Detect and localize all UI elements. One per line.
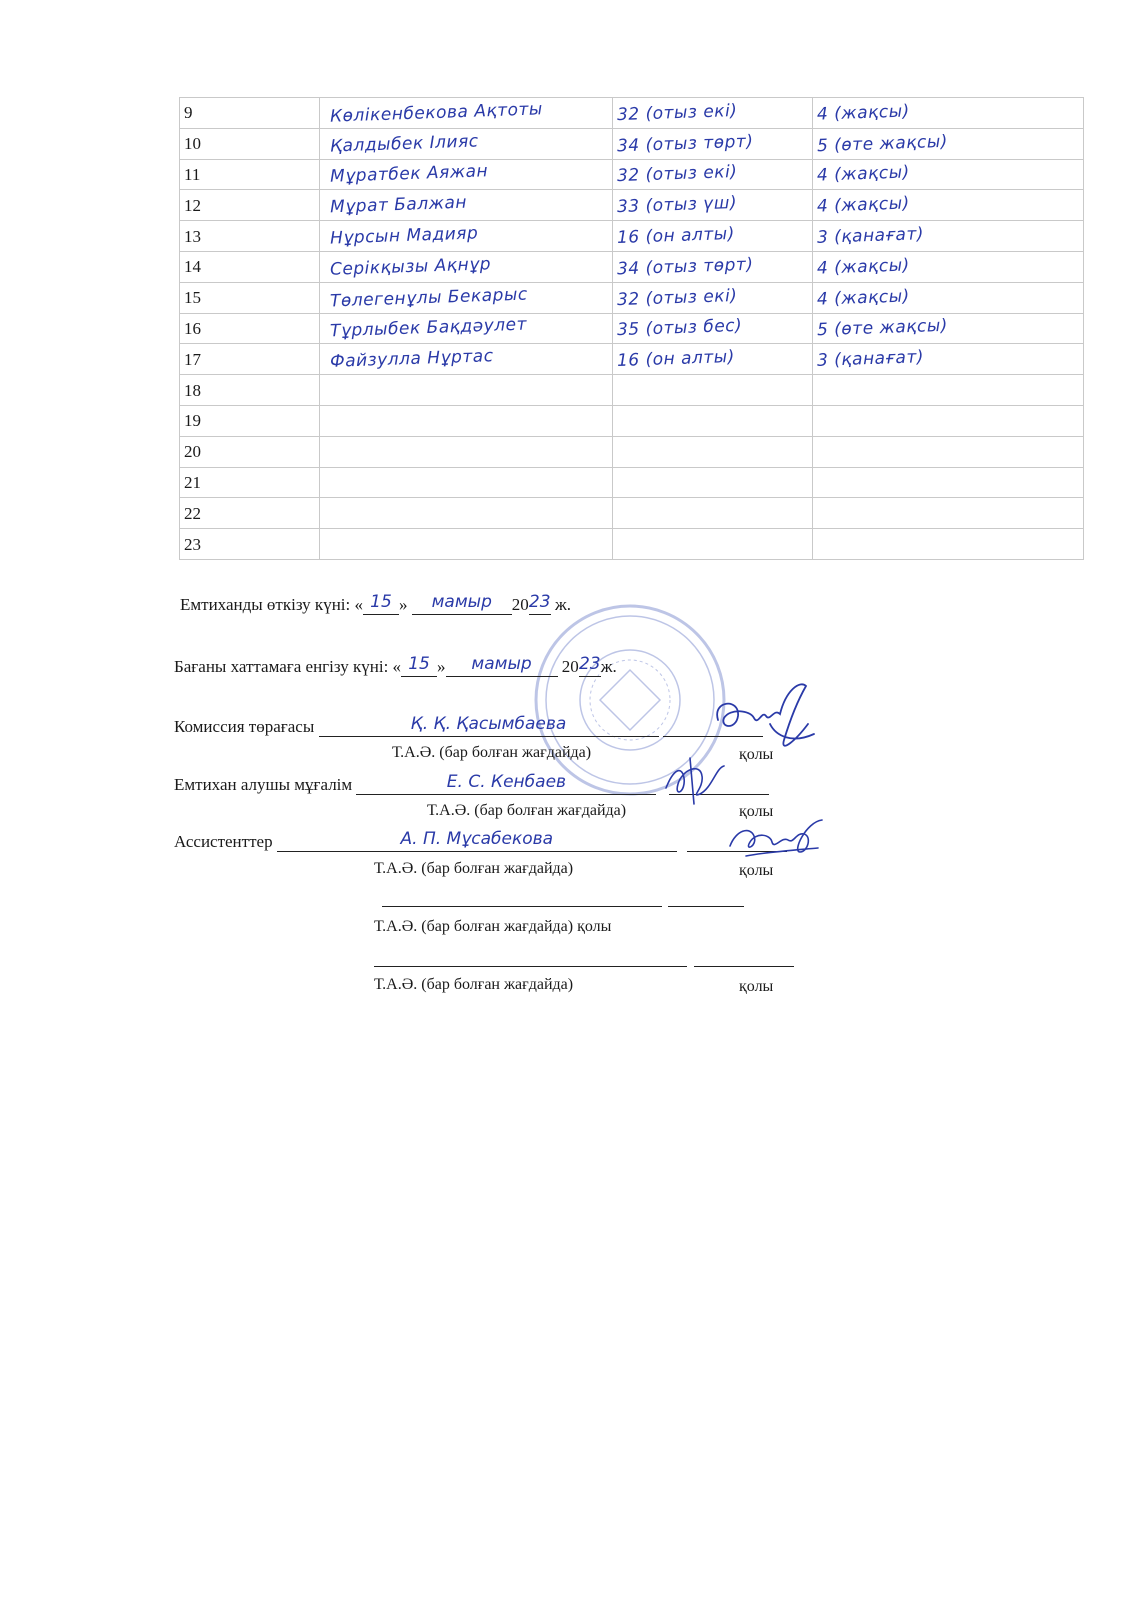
student-name-cell-text: Төлегенұлы Бекарыс (329, 284, 529, 312)
row-number-cell-text: 18 (184, 380, 201, 400)
score-cell (613, 405, 813, 436)
row-number-cell-text: 23 (184, 534, 201, 554)
entry-date-year-field (579, 654, 601, 677)
table-row (180, 251, 1084, 282)
row-number-cell (180, 282, 320, 313)
student-name-cell (320, 190, 613, 221)
assistant-3-name-line (374, 966, 687, 967)
examiner-caption-name: Т.А.Ә. (бар болған жағдайда) (427, 802, 627, 819)
entry-date-month-field (446, 654, 558, 677)
student-name-cell (320, 128, 613, 159)
commission-chair-line (174, 714, 763, 737)
grade-cell-text: 4 (жақсы) (816, 162, 911, 187)
table-row (180, 98, 1084, 129)
score-cell (613, 529, 813, 560)
row-number-cell-text: 16 (184, 318, 201, 338)
assistants-caption-sign: қолы (739, 862, 774, 879)
grade-cell-text: 5 (өте жақсы) (816, 316, 949, 341)
student-name-cell-text: Тұрлыбек Бақдәулет (329, 315, 528, 342)
score-cell (613, 251, 813, 282)
table-row (180, 375, 1084, 406)
student-name-cell-text: Файзулла Нұртас (329, 346, 494, 373)
score-cell (613, 344, 813, 375)
score-cell-text: 34 (отыз төрт) (616, 131, 754, 157)
assistant-2-name-line (382, 906, 662, 907)
row-number-cell-text: 11 (184, 164, 201, 184)
student-name-cell-text: Мұратбек Аяжан (329, 161, 489, 188)
student-name-cell (320, 498, 613, 529)
grade-cell-text: 3 (қанағат) (816, 224, 925, 248)
row-number-cell (180, 529, 320, 560)
row-number-cell-text: 19 (184, 411, 201, 431)
assistant-3-caption-name: Т.А.Ә. (бар болған жағдайда) (374, 976, 574, 993)
student-name-cell-text: Серікқызы Ақнұр (329, 254, 492, 280)
score-cell-text: 34 (отыз төрт) (616, 254, 754, 280)
entry-date-line (174, 654, 617, 677)
assistants-line (174, 829, 787, 852)
row-number-cell (180, 313, 320, 344)
entry-date-suffix: ж. (600, 657, 617, 676)
score-cell (613, 375, 813, 406)
row-number-cell-text: 17 (184, 349, 201, 369)
student-name-cell-text: Көлікенбекова Ақтоты (329, 99, 544, 127)
table-row (180, 190, 1084, 221)
grade-cell-text: 4 (жақсы) (816, 255, 911, 279)
table-row (180, 405, 1084, 436)
table-row (180, 436, 1084, 467)
student-name-cell-text: Қалдыбек Ілияс (329, 131, 479, 157)
row-number-cell (180, 190, 320, 221)
score-cell (613, 159, 813, 190)
grade-cell (813, 251, 1084, 282)
exam-date-line (180, 592, 571, 615)
score-cell (613, 436, 813, 467)
student-name-cell (320, 313, 613, 344)
table-row (180, 128, 1084, 159)
row-number-cell-text: 12 (184, 195, 201, 215)
entry-date-day-field (401, 654, 437, 677)
assistants-name-field (277, 829, 677, 852)
exam-date-label: Емтиханды өткізу күні: « (180, 595, 363, 614)
row-number-cell (180, 251, 320, 282)
examiner-caption-sign: қолы (739, 803, 774, 820)
table-row (180, 467, 1084, 498)
student-name-cell (320, 98, 613, 129)
table-row (180, 344, 1084, 375)
row-number-cell (180, 467, 320, 498)
score-cell (613, 221, 813, 252)
grade-cell (813, 529, 1084, 560)
exam-date-day: 15 (370, 592, 392, 612)
row-number-cell-text: 9 (184, 103, 193, 123)
student-name-cell (320, 159, 613, 190)
row-number-cell (180, 98, 320, 129)
student-name-cell (320, 436, 613, 467)
examiner-signature (660, 748, 730, 808)
table-row (180, 313, 1084, 344)
assistant-3-sign-line (694, 966, 794, 967)
row-number-cell-text: 22 (184, 503, 201, 523)
commission-chair-caption-name: Т.А.Ә. (бар болған жағдайда) (392, 744, 592, 761)
row-number-cell-text: 10 (184, 134, 201, 154)
score-cell (613, 313, 813, 344)
grade-cell (813, 375, 1084, 406)
grade-cell-text: 4 (жақсы) (816, 193, 911, 217)
grade-cell (813, 313, 1084, 344)
grade-cell (813, 128, 1084, 159)
assistant-2-caption: Т.А.Ә. (бар болған жағдайда) қолы (374, 918, 612, 935)
score-cell-text: 32 (отыз екі) (616, 285, 738, 310)
row-number-cell-text: 15 (184, 288, 201, 308)
student-name-cell (320, 375, 613, 406)
row-number-cell (180, 159, 320, 190)
grade-cell (813, 344, 1084, 375)
grade-cell (813, 98, 1084, 129)
assistants-caption-name: Т.А.Ә. (бар болған жағдайда) (374, 860, 574, 877)
row-number-cell (180, 221, 320, 252)
student-name-cell (320, 251, 613, 282)
row-number-cell-text: 21 (184, 472, 201, 492)
score-cell (613, 282, 813, 313)
assistant-2-sign-line (668, 906, 744, 907)
student-name-cell-text: Мұрат Балжан (329, 192, 468, 218)
score-cell-text: 16 (он алты) (616, 224, 736, 249)
student-name-cell (320, 221, 613, 252)
student-name-cell (320, 467, 613, 498)
grade-cell (813, 498, 1084, 529)
grade-cell (813, 159, 1084, 190)
grade-cell (813, 221, 1084, 252)
score-cell (613, 190, 813, 221)
score-cell (613, 467, 813, 498)
student-name-cell (320, 405, 613, 436)
examiner-name: Е. С. Кенбаев (446, 772, 567, 792)
score-cell-text: 16 (он алты) (616, 347, 736, 372)
entry-date-month: мамыр (471, 654, 532, 674)
grade-cell-text: 4 (жақсы) (816, 101, 911, 125)
table-row (180, 221, 1084, 252)
score-cell-text: 32 (отыз екі) (616, 162, 738, 187)
score-cell (613, 128, 813, 159)
grade-cell-text: 4 (жақсы) (816, 286, 911, 310)
grade-cell (813, 190, 1084, 221)
assistant-signature (726, 812, 826, 868)
table-row (180, 282, 1084, 313)
exam-date-suffix: ж. (554, 595, 571, 614)
assistants-label: Ассистенттер (174, 832, 273, 851)
commission-chair-label: Комиссия төрағасы (174, 717, 315, 736)
row-number-cell-text: 20 (184, 442, 201, 462)
grade-cell (813, 436, 1084, 467)
table-row (180, 529, 1084, 560)
row-number-cell (180, 344, 320, 375)
grade-cell-text: 5 (өте жақсы) (816, 131, 949, 156)
entry-date-year-suffix: 23 (578, 654, 601, 674)
row-number-cell (180, 128, 320, 159)
commission-chair-name: Қ. Қ. Қасымбаева (410, 714, 567, 734)
grades-table (179, 97, 1084, 560)
row-number-cell (180, 436, 320, 467)
exam-date-year-prefix: 20 (511, 595, 529, 614)
row-number-cell (180, 498, 320, 529)
assistants-name: А. П. Мұсабекова (400, 829, 554, 849)
entry-date-day: 15 (408, 654, 430, 674)
student-name-cell-text: Нұрсын Мадияр (329, 223, 479, 249)
exam-date-month: мамыр (431, 592, 492, 612)
commission-chair-caption-sign: қолы (739, 746, 774, 763)
exam-date-year-suffix: 23 (528, 592, 551, 612)
student-name-cell (320, 282, 613, 313)
row-number-cell (180, 405, 320, 436)
score-cell-text: 35 (отыз бес) (616, 316, 743, 341)
student-name-cell (320, 529, 613, 560)
grade-cell (813, 405, 1084, 436)
grades-table-body (180, 98, 1084, 560)
entry-date-label: Бағаны хаттамаға енгізу күні: « (174, 657, 402, 676)
row-number-cell (180, 375, 320, 406)
assistant-3-caption-sign: қолы (739, 978, 774, 995)
exam-date-quote: » (398, 595, 408, 614)
table-row (180, 159, 1084, 190)
score-cell-text: 33 (отыз үш) (616, 193, 738, 218)
score-cell-text: 32 (отыз екі) (616, 100, 738, 125)
grade-cell-text: 3 (қанағат) (816, 347, 925, 372)
entry-date-year-prefix: 20 (561, 657, 579, 676)
exam-date-month-field (412, 592, 512, 615)
score-cell (613, 98, 813, 129)
exam-date-day-field (363, 592, 399, 615)
entry-date-quote: » (437, 657, 446, 676)
exam-date-year-field (529, 592, 551, 615)
grade-cell (813, 467, 1084, 498)
student-name-cell (320, 344, 613, 375)
row-number-cell-text: 13 (184, 226, 201, 246)
score-cell (613, 498, 813, 529)
examiner-name-field (356, 772, 656, 795)
table-row (180, 498, 1084, 529)
row-number-cell-text: 14 (184, 257, 201, 277)
grade-cell (813, 282, 1084, 313)
commission-chair-name-field (319, 714, 659, 737)
examiner-label: Емтихан алушы мұғалім (174, 775, 353, 794)
